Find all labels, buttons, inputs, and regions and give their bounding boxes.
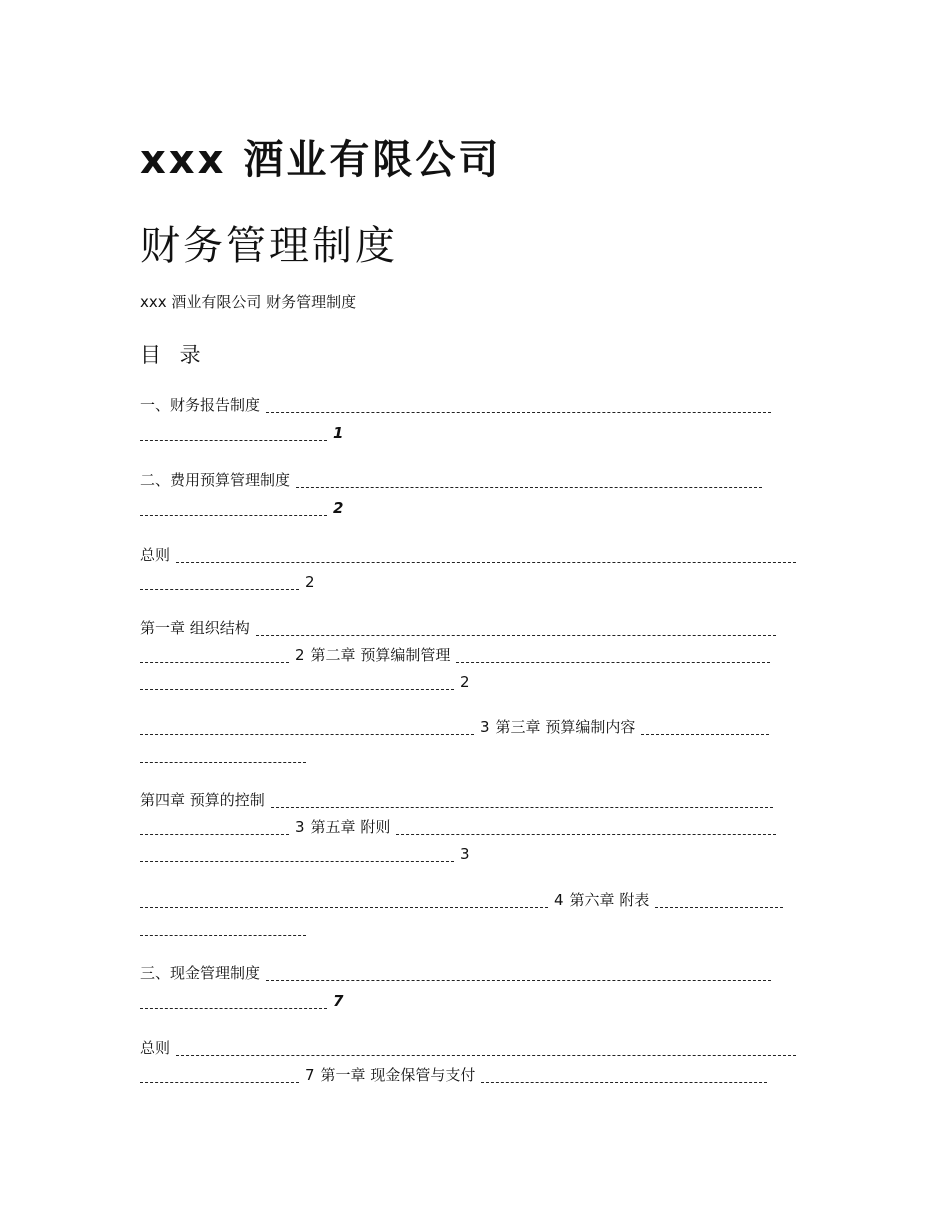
toc-leader bbox=[140, 861, 454, 862]
toc-leader bbox=[140, 515, 327, 516]
toc-leader bbox=[140, 440, 327, 441]
toc-entry-budget-policy[interactable] bbox=[140, 469, 762, 491]
document-title-company: xxx 酒业有限公司 bbox=[140, 137, 502, 183]
toc-page-number: 2 bbox=[305, 573, 315, 591]
toc-entry-cash-policy[interactable] bbox=[140, 962, 771, 984]
toc-leader bbox=[271, 807, 773, 808]
toc-entry-label: 第三章 预算编制内容 bbox=[495, 718, 636, 736]
toc-leader bbox=[266, 980, 771, 981]
toc-leader bbox=[140, 762, 306, 763]
toc-leader bbox=[456, 662, 770, 663]
toc-entry-label: 总则 bbox=[140, 546, 171, 564]
toc-entry-chapter1-org[interactable] bbox=[140, 617, 776, 639]
toc-leader bbox=[266, 412, 771, 413]
toc-page-number: 3 bbox=[295, 818, 305, 836]
toc-entry-chapter3-content[interactable] bbox=[140, 716, 769, 738]
toc-entry-chapter4-control[interactable] bbox=[140, 789, 773, 811]
toc-page-number: 7 bbox=[333, 992, 344, 1010]
toc-entry-chapter6-tables[interactable] bbox=[140, 889, 783, 911]
toc-page-number: 3 bbox=[480, 718, 490, 736]
toc-entry-label: 三、现金管理制度 bbox=[140, 964, 261, 982]
toc-leader bbox=[140, 935, 306, 936]
toc-entry-label: 第六章 附表 bbox=[569, 891, 650, 909]
toc-page-number: 3 bbox=[460, 845, 470, 863]
toc-leader bbox=[655, 907, 783, 908]
toc-leader bbox=[296, 487, 762, 488]
toc-leader bbox=[641, 734, 769, 735]
toc-page-number: 4 bbox=[554, 891, 564, 909]
document-subtitle: xxx 酒业有限公司 财务管理制度 bbox=[140, 293, 357, 311]
toc-entry-cash-policy-cont[interactable] bbox=[140, 990, 349, 1012]
toc-entry-chapter2-compile-cont[interactable] bbox=[140, 671, 476, 693]
toc-leader bbox=[140, 689, 454, 690]
toc-leader bbox=[176, 562, 796, 563]
toc-leader bbox=[140, 834, 289, 835]
toc-entry-chapter2-compile[interactable] bbox=[140, 644, 770, 666]
toc-entry-chapter5-appendix-cont[interactable] bbox=[140, 843, 476, 865]
toc-page-number: 7 bbox=[305, 1066, 315, 1084]
toc-entry-label: 总则 bbox=[140, 1039, 171, 1057]
toc-heading: 目 录 bbox=[140, 343, 207, 367]
toc-entry-cash-chapter1[interactable] bbox=[140, 1064, 767, 1086]
toc-entry-budget-policy-cont[interactable] bbox=[140, 497, 349, 519]
toc-entry-label: 二、费用预算管理制度 bbox=[140, 471, 291, 489]
toc-page-number: 2 bbox=[333, 499, 344, 517]
toc-leader bbox=[140, 589, 299, 590]
toc-entry-chapter3-content-cont[interactable] bbox=[140, 744, 306, 766]
toc-entry-general-provisions[interactable] bbox=[140, 544, 796, 566]
toc-entry-financial-report-cont[interactable] bbox=[140, 422, 349, 444]
toc-leader bbox=[140, 734, 474, 735]
toc-entry-label: 第五章 附则 bbox=[310, 818, 391, 836]
toc-page-number: 2 bbox=[295, 646, 305, 664]
toc-leader bbox=[481, 1082, 767, 1083]
toc-leader bbox=[140, 1008, 327, 1009]
document-title-policy: 财务管理制度 bbox=[140, 223, 398, 269]
toc-entry-cash-general[interactable] bbox=[140, 1037, 796, 1059]
toc-entry-financial-report[interactable] bbox=[140, 394, 771, 416]
toc-page-number: 1 bbox=[333, 424, 344, 442]
toc-leader bbox=[176, 1055, 796, 1056]
toc-leader bbox=[140, 907, 548, 908]
toc-entry-label: 一、财务报告制度 bbox=[140, 396, 261, 414]
toc-leader bbox=[396, 834, 776, 835]
toc-leader bbox=[140, 1082, 299, 1083]
toc-leader bbox=[140, 662, 289, 663]
toc-leader bbox=[256, 635, 776, 636]
toc-entry-label: 第一章 现金保管与支付 bbox=[320, 1066, 476, 1084]
toc-entry-chapter6-tables-cont[interactable] bbox=[140, 917, 306, 939]
toc-page-number: 2 bbox=[460, 673, 470, 691]
toc-entry-chapter5-appendix[interactable] bbox=[140, 816, 776, 838]
toc-entry-label: 第四章 预算的控制 bbox=[140, 791, 265, 809]
toc-entry-general-provisions-cont[interactable] bbox=[140, 571, 321, 593]
toc-entry-label: 第二章 预算编制管理 bbox=[310, 646, 451, 664]
toc-entry-label: 第一章 组织结构 bbox=[140, 619, 250, 637]
